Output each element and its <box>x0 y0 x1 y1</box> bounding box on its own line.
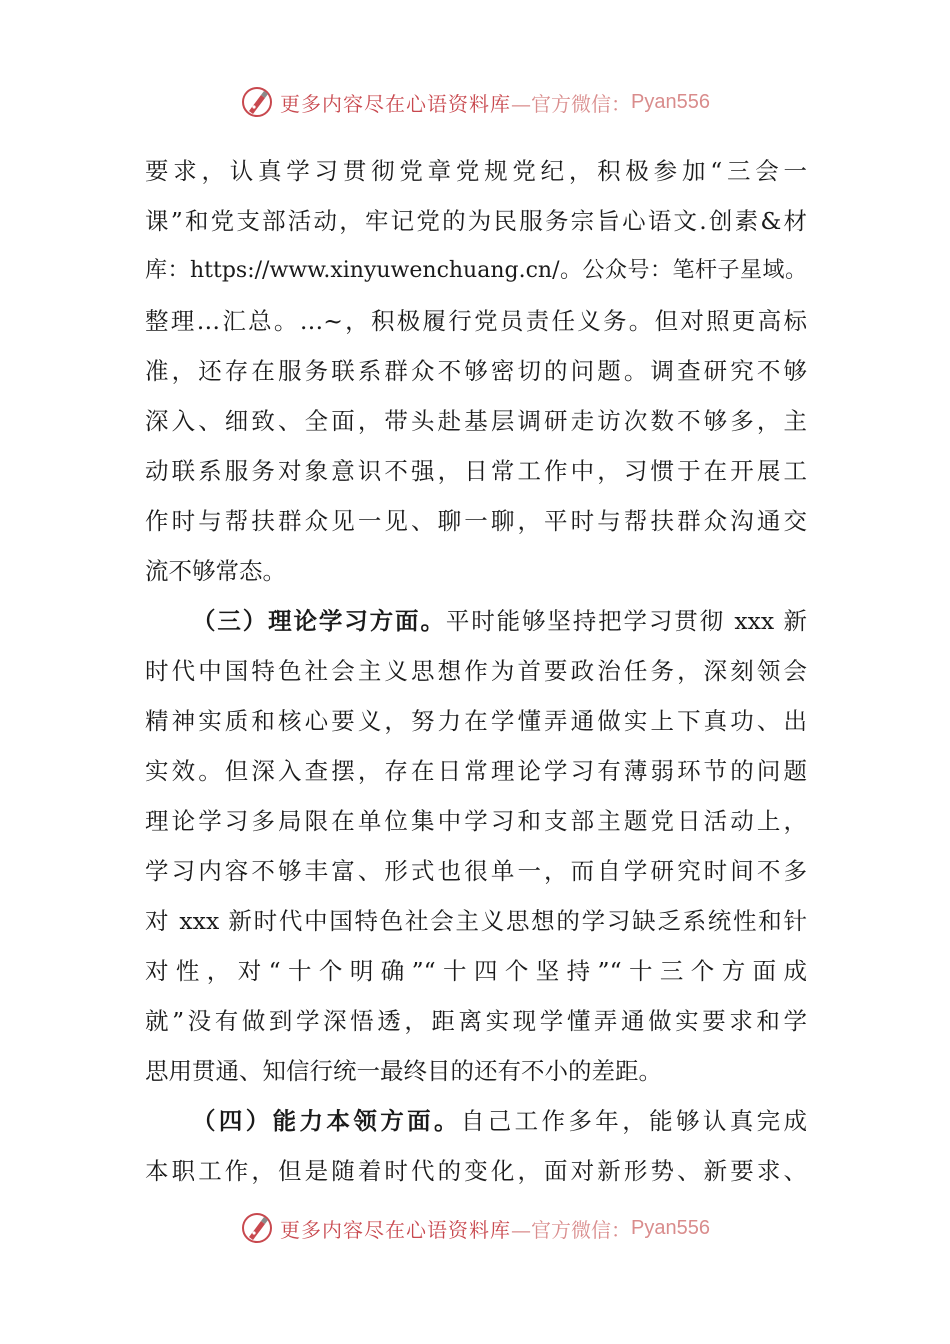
banner-text: 更多内容尽在心语资料库 <box>280 1217 512 1242</box>
body-line: 理论学习多局限在单位集中学习和支部主题党日活动上， <box>145 807 807 835</box>
body-line: 思用贯通、知信行统一最终目的还有不小的差距。 <box>145 1057 662 1085</box>
section-3-first-line-text: 平时能够坚持把学习贯彻 xxx 新 <box>445 607 807 635</box>
body-line: 库：https://www.xinyuwenchuang.cn/。公众号：笔杆子星域。 <box>145 258 807 283</box>
section-4-first-line <box>145 1096 807 1146</box>
body-line: 对性，对“十个明确”“十四个坚持”“十三个方面成 <box>145 957 807 985</box>
body-line: 时代中国特色社会主义思想作为首要政治任务，深刻领会 <box>145 657 807 685</box>
section-3-heading: （三）理论学习方面。 <box>192 607 446 635</box>
body-line: 流不够常态。 <box>145 557 286 585</box>
body-line: 实效。但深入查摆，存在日常理论学习有薄弱环节的问题 <box>145 757 807 785</box>
body-line: 精神实质和核心要义，努力在学懂弄通做实上下真功、出 <box>145 707 807 735</box>
section-4-first-line-text: 自己工作多年，能够认真完成 <box>460 1107 807 1135</box>
section-3-first-line <box>145 596 807 646</box>
body-line: 动联系服务对象意识不强，日常工作中，习惯于在开展工 <box>145 457 807 485</box>
pen-nib-logo-icon <box>240 1211 274 1245</box>
body-line: 整理…汇总。…~，积极履行党员责任义务。但对照更高标 <box>145 307 807 335</box>
body-line: 作时与帮扶群众见一见、聊一聊，平时与帮扶群众沟通交 <box>145 507 807 535</box>
body-line: 对 xxx 新时代中国特色社会主义思想的学习缺乏系统性和针 <box>145 907 807 935</box>
body-line: 要求，认真学习贯彻党章党规党纪，积极参加“三会一 <box>145 157 807 185</box>
footer-banner <box>0 1206 950 1250</box>
banner-suffix: —官方微信： <box>511 91 632 116</box>
banner-wechat-id: Pyan556 <box>631 1216 710 1239</box>
body-line: 课”和党支部活动，牢记党的为民服务宗旨心语文.创素&材 <box>145 207 807 235</box>
banner-wechat-id: Pyan556 <box>631 90 710 113</box>
body-line: 就”没有做到学深悟透，距离实现学懂弄通做实要求和学 <box>145 1007 807 1035</box>
body-line: 深入、细致、全面，带头赴基层调研走访次数不够多，主 <box>145 407 807 435</box>
document-body <box>145 146 807 1196</box>
body-line: 学习内容不够丰富、形式也很单一，而自学研究时间不多 <box>145 857 807 885</box>
section-4-heading: （四）能力本领方面。 <box>192 1107 461 1135</box>
banner-suffix: —官方微信： <box>511 1217 632 1242</box>
header-banner <box>0 80 950 124</box>
banner-text: 更多内容尽在心语资料库 <box>280 91 512 116</box>
body-line: 准，还存在服务联系群众不够密切的问题。调查研究不够 <box>145 357 807 385</box>
body-line: 本职工作，但是随着时代的变化，面对新形势、新要求、 <box>145 1157 807 1185</box>
pen-nib-logo-icon <box>240 85 274 119</box>
